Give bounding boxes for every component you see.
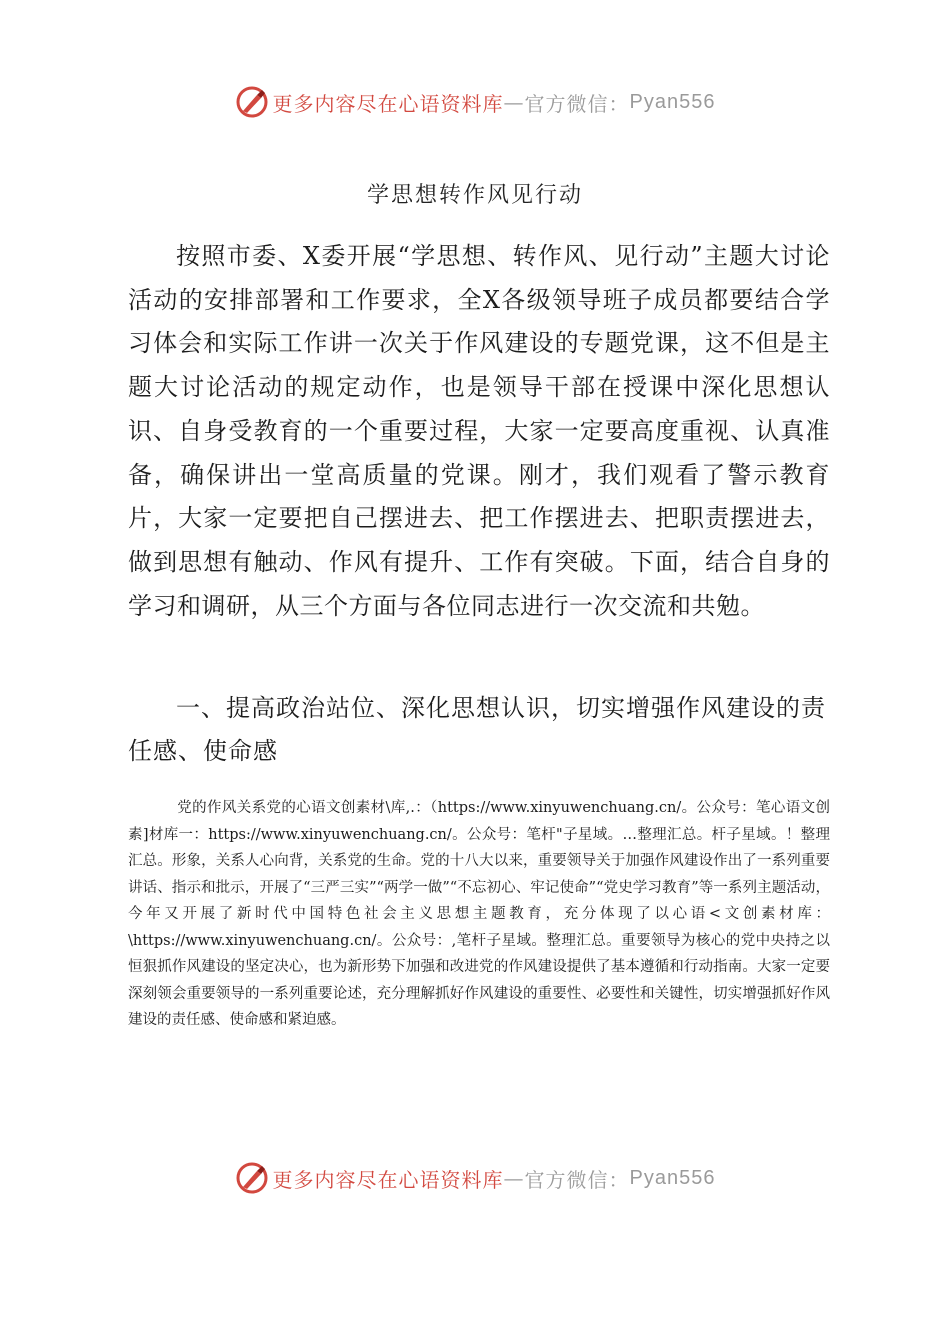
body-paragraph: 党的作风关系党的心语文创素材\库,.：（https://www.xinyuwenchuang.cn/。公众号：笔心语文创素]材库一：https://www.xinyuwenchuang.cn/。公众号：笔杆"子星域。…整理汇总。杆子星域。！整理汇总。形象，关系人心向背，关系党的生命。党的十八大以来，重要领导关于加强作风建设作出了一系列重要讲话、指示和批示，开展了“三严三实”“两学一做”“不忘初心、牢记使命”“党史学习教育”等一系列主题活动，今年又开展了新时代中国特色社会主义思想主题教育，充分体现了以心语<文创素材库：\https://www.xinyuwenchuang.cn/。公众号：,笔杆子星域。整理汇总。重要领导为核心的党中央持之以恒狠抓作风建设的坚定决心，也为新形势下加强和改进党的作风建设提供了基本遵循和行动指南。大家一定要深刻领会重要领导的一系列重要论述，充分理解抓好作风建设的重要性、必要性和关键性，切实增强抓好作风建设的责任感、使命感和紧迫感。 bbox=[128, 800, 830, 1028]
section-heading-1: 一、提高政治站位、深化思想认识，切实增强作风建设的责任感、使命感 bbox=[128, 694, 826, 765]
banner-dash: — bbox=[503, 1166, 525, 1190]
intro-paragraph: 按照市委、X委开展“学思想、转作风、见行动”主题大讨论活动的安排部署和工作要求，全X各级领导班子成员都要结合学习体会和实际工作讲一次关于作风建设的专题党课，这不但是主题大讨论活动的规定动作，也是领导干部在授课中深化思想认识、自身受教育的一个重要过程，大家一定要高度重视、认真准备，确保讲出一堂高质量的党课。刚才，我们观看了警示教育片，大家一定要把自己摆进去、把工作摆进去、把职责摆进去，做到思想有触动、作风有提升、工作有突破。下面，结合自身的学习和调研，从三个方面与各位同志进行一次交流和共勉。 bbox=[128, 242, 830, 620]
footer-watermark-banner bbox=[0, 1158, 950, 1198]
banner-label: 官方微信： bbox=[524, 1167, 630, 1192]
banner-wechat-id: Pyan556 bbox=[629, 90, 716, 113]
document-title: 学思想转作风见行动 bbox=[366, 183, 583, 208]
banner-prefix: 更多内容尽在心语资料库 bbox=[272, 91, 504, 116]
banner-wechat-id: Pyan556 bbox=[629, 1166, 716, 1189]
banner-prefix: 更多内容尽在心语资料库 bbox=[272, 1167, 504, 1192]
brush-logo-icon bbox=[235, 1161, 269, 1195]
banner-dash: — bbox=[503, 90, 525, 114]
banner-label: 官方微信： bbox=[524, 91, 630, 116]
header-watermark-banner bbox=[0, 82, 950, 122]
brush-logo-icon bbox=[235, 85, 269, 119]
